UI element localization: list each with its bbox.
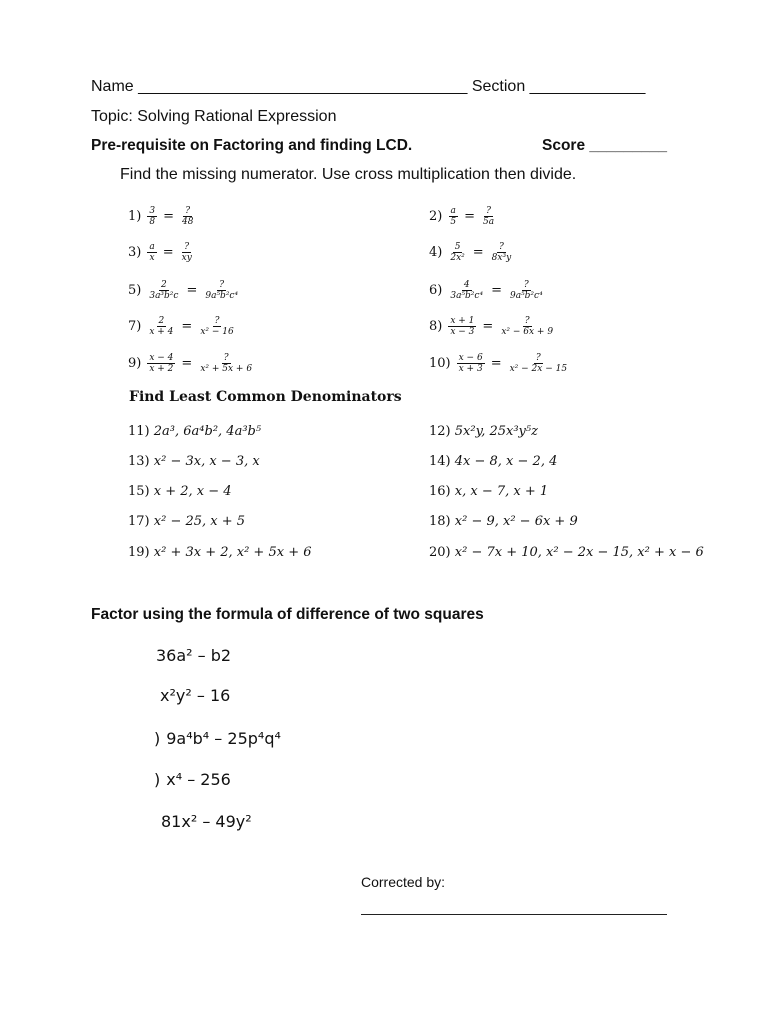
problem-6: 6) $\frac{4}{\text{3a⁵b²c⁴}}$ = $\frac{?}{\text{9a⁵b²c⁴}}$ [429, 280, 543, 301]
lcd-problem-17: 17) x² − 25, x + 5 [128, 514, 246, 529]
problem-5: 5) $\frac{2}{\text{3a³b²c}}$ = $\frac{?}{\text{9a⁵b²c⁴}}$ [128, 280, 239, 301]
problem-10: 10) $\frac{x - 6}{x + 3}$ = $\frac{?}{\text{x² − 2x − 15}}$ [429, 353, 568, 374]
fraction-right: $\frac{?}{xy}$ [181, 242, 192, 263]
score-label: Score [542, 137, 586, 154]
lcd-section-title: Find Least Common Denominators [129, 389, 402, 405]
fraction-right: $\frac{?}{\text{9a⁵b²c⁴}}$ [509, 280, 543, 301]
problem-number: 1) [128, 209, 142, 224]
name-row [91, 78, 645, 96]
problem-3: 3) $\frac{a}{x}$ = $\frac{?}{xy}$ [128, 242, 192, 263]
problem-7: 7) $\frac{2}{x + 4}$ = $\frac{?}{\text{x² − 16}}$ [128, 316, 234, 337]
fraction-left: $\frac{2}{x + 4}$ [149, 316, 174, 337]
problem-1: 1) $\frac{3}{8}$ = $\frac{?}{48}$ [128, 206, 194, 227]
fraction-right: $\frac{?}{\text{9a⁵b²c⁴}}$ [205, 280, 239, 301]
fraction-left: $\frac{3}{8}$ [149, 206, 156, 227]
lcd-problem-19: 19) x² + 3x + 2, x² + 5x + 6 [128, 545, 312, 560]
name-label: Name [91, 78, 134, 95]
lcd-problem-12: 12) 5x²y, 25x³y⁵z [429, 424, 538, 439]
problem-number: 10) [429, 356, 451, 371]
fraction-right: $\frac{?}{\text{x² + 5x + 6}}$ [200, 353, 253, 374]
problem-number: 9) [128, 356, 142, 371]
problem-2: 2) $\frac{a}{5}$ = $\frac{?}{5a}$ [429, 206, 495, 227]
section-label: Section [471, 78, 526, 95]
fraction-left: $\frac{2}{\text{3a³b²c}}$ [149, 280, 179, 301]
fraction-right: $\frac{?}{\text{8x³y}}$ [491, 242, 512, 263]
problem-number: 7) [128, 319, 142, 334]
fraction-right: $\frac{?}{48}$ [181, 206, 194, 227]
fraction-left: $\frac{x + 1}{x - 3}$ [450, 316, 475, 337]
score-blank[interactable]: _________ [589, 137, 667, 154]
problem-number: 3) [128, 245, 142, 260]
score-row [542, 137, 667, 155]
section-blank[interactable]: _____________ [529, 78, 646, 95]
fraction-right: $\frac{?}{\text{x² − 2x − 15}}$ [509, 353, 568, 374]
factor-problem-5: 81x² – 49y² [161, 812, 252, 831]
lcd-problem-16: 16) x, x − 7, x + 1 [429, 484, 549, 499]
problem-9: 9) $\frac{x - 4}{x + 2}$ = $\frac{?}{\text{x² + 5x + 6}}$ [128, 353, 253, 374]
instructions: Find the missing numerator. Use cross multiplication then divide. [120, 166, 577, 183]
corrected-by-label: Corrected by: [361, 874, 446, 890]
factor-problem-2: x²y² – 16 [160, 686, 231, 705]
topic-line: Topic: Solving Rational Expression [91, 108, 337, 125]
fraction-right: $\frac{?}{\text{x² − 16}}$ [200, 316, 234, 337]
lcd-problem-15: 15) x + 2, x − 4 [128, 484, 232, 499]
factor-problem-4: ) x⁴ – 256 [154, 770, 231, 789]
factor-problem-3: ) 9a⁴b⁴ – 25p⁴q⁴ [154, 729, 281, 748]
problem-number: 4) [429, 245, 443, 260]
problem-number: 6) [429, 283, 443, 298]
fraction-left: $\frac{4}{\text{3a⁵b²c⁴}}$ [450, 280, 484, 301]
fraction-right: $\frac{?}{5a}$ [482, 206, 495, 227]
difference-of-squares-title: Factor using the formula of difference of two squares [91, 606, 484, 623]
corrected-by-signature-line[interactable] [361, 914, 667, 915]
lcd-problem-14: 14) 4x − 8, x − 2, 4 [429, 454, 558, 469]
fraction-left: $\frac{x - 6}{x + 3}$ [458, 353, 483, 374]
prerequisite-heading: Pre-requisite on Factoring and finding LCD. [91, 137, 413, 154]
fraction-left: $\frac{a}{x}$ [149, 242, 155, 263]
lcd-problem-18: 18) x² − 9, x² − 6x + 9 [429, 514, 578, 529]
lcd-problem-13: 13) x² − 3x, x − 3, x [128, 454, 260, 469]
fraction-left: $\frac{a}{5}$ [450, 206, 457, 227]
lcd-problem-20: 20) x² − 7x + 10, x² − 2x − 15, x² + x − 6 [429, 545, 704, 560]
problem-8: 8) $\frac{x + 1}{x - 3}$ = $\frac{?}{\text{x² − 6x + 9}}$ [429, 316, 554, 337]
lcd-problem-11: 11) 2a³, 6a⁴b², 4a³b⁵ [128, 424, 262, 439]
problem-4: 4) $\frac{5}{\text{2x²}}$ = $\frac{?}{\text{8x³y}}$ [429, 242, 512, 263]
name-blank[interactable]: _____________________________________ [138, 78, 468, 95]
problem-number: 2) [429, 209, 443, 224]
fraction-left: $\frac{x - 4}{x + 2}$ [149, 353, 174, 374]
problem-number: 8) [429, 319, 443, 334]
factor-problem-1: 36a² – b2 [156, 646, 232, 665]
fraction-right: $\frac{?}{\text{x² − 6x + 9}}$ [501, 316, 554, 337]
fraction-left: $\frac{5}{\text{2x²}}$ [450, 242, 465, 263]
problem-number: 5) [128, 283, 142, 298]
